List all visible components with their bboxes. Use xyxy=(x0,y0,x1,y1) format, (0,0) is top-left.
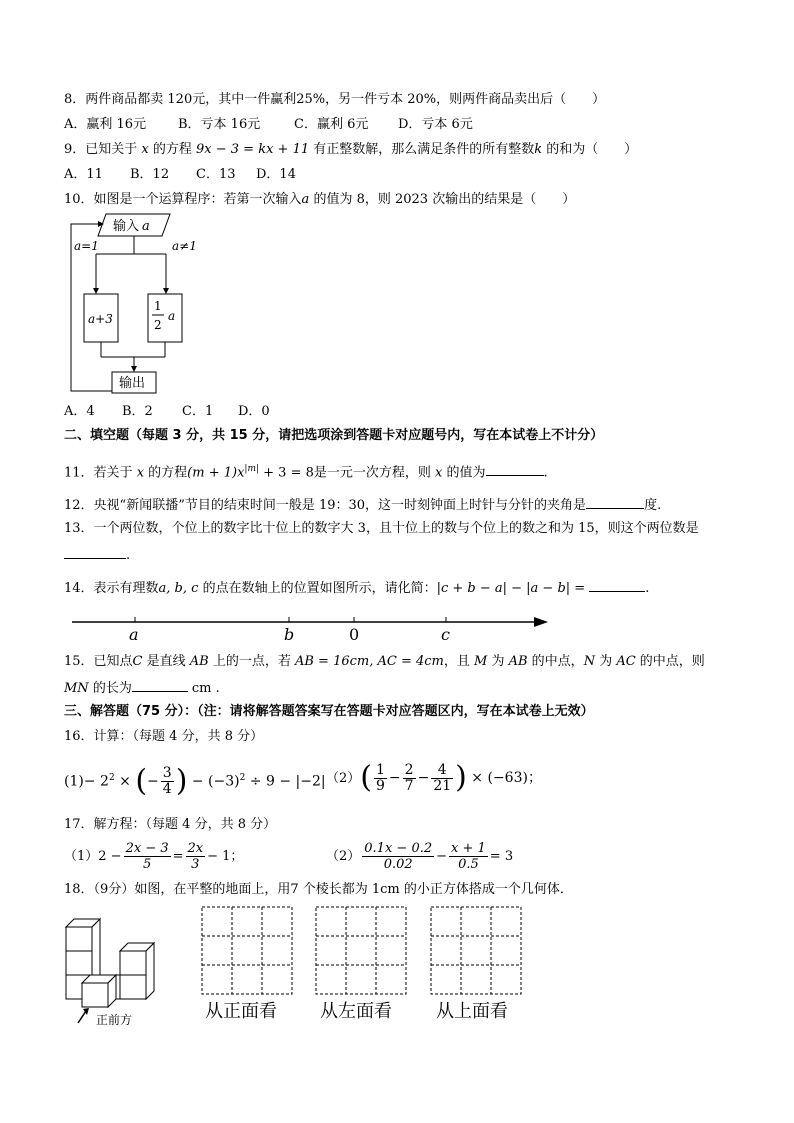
q18-view-grids xyxy=(196,905,536,1000)
q10-option-d: D．0 xyxy=(238,404,270,419)
q12-answer-blank[interactable] xyxy=(586,495,644,509)
fraction-denominator: 0.5 xyxy=(458,857,479,872)
q18-stem: 18．（9分）如图，在平整的地面上，用7 个棱长都为 1cm 的小正方体搭成一个几何体． xyxy=(64,882,573,897)
label-a: a xyxy=(129,625,139,644)
q11-text: . xyxy=(543,465,548,481)
cube-front xyxy=(66,927,92,951)
q8-option-b: B．亏本 16元 xyxy=(178,117,261,132)
q17-p1-tail: − 1； xyxy=(207,849,244,864)
front-direction-arrow xyxy=(78,1011,86,1023)
q9-equation: 9x − 3 = kx + 11 xyxy=(196,142,310,157)
q17-p1-fraction xyxy=(124,841,171,872)
q11-text: 的值为 xyxy=(442,465,486,481)
q15-text: 的长为 xyxy=(88,681,132,696)
q14-text: 14．表示有理数 xyxy=(64,581,159,596)
q16-p2-tail: × (−63)； xyxy=(466,770,542,786)
q16-p1-fraction xyxy=(161,766,174,797)
view-label-left: 从左面看 xyxy=(320,1001,392,1022)
q11-text: 的方程 xyxy=(144,465,188,481)
front-label: 正前方 xyxy=(96,1013,133,1027)
flow-left-expr: a+3 xyxy=(88,312,113,326)
q9-option-a: A．11 xyxy=(64,167,103,182)
q9-text: 的和为（ ） xyxy=(542,142,638,157)
fraction-denominator: 5 xyxy=(142,857,152,872)
q10-option-c: C．1 xyxy=(182,404,214,419)
q16-p2-fraction xyxy=(374,763,387,794)
flow-right-condition: a≠1 xyxy=(172,239,197,253)
fraction-denominator: 3 xyxy=(191,857,200,872)
q11-equation-tail: + 3 = 8 xyxy=(259,465,314,481)
q13-line2 xyxy=(64,545,130,565)
q17-p2-fraction xyxy=(449,841,488,872)
flow-right-num: 1 xyxy=(154,299,162,313)
left-paren-icon: ( xyxy=(360,760,372,795)
q15-text: 是直线 xyxy=(142,654,190,669)
q16-title: 16．计算：（每题 4 分，共 8 分） xyxy=(64,729,264,744)
flow-arrow xyxy=(163,288,169,294)
label-b: b xyxy=(284,625,295,644)
right-paren-icon: ) xyxy=(455,760,467,795)
flow-arrow xyxy=(131,366,137,372)
fraction-denominator: 7 xyxy=(404,777,414,794)
q16-p1-expr: ÷ 9 − |−2| xyxy=(245,773,326,790)
cube-front xyxy=(120,951,146,975)
q15-point-c: C xyxy=(132,654,143,669)
fraction-numerator: 1 xyxy=(376,761,385,778)
cube-front xyxy=(66,951,92,975)
cube-front xyxy=(82,983,108,1007)
label-zero: 0 xyxy=(349,625,360,644)
q15-text: ，且 xyxy=(443,654,475,669)
q9-options xyxy=(64,166,296,184)
q11-answer-blank[interactable] xyxy=(486,462,544,476)
q16-p2-fraction xyxy=(403,763,416,794)
q15-text: 的中点，则 xyxy=(635,654,705,669)
q17-part2 xyxy=(326,838,513,876)
q15-segment-ac: AC xyxy=(616,654,636,669)
q17-p1-fraction xyxy=(186,841,206,872)
q16-p1-exp: 2 xyxy=(239,773,246,783)
cube-front xyxy=(120,975,146,999)
q17-p2-label: （2） xyxy=(326,849,361,864)
fraction-denominator: 0.02 xyxy=(383,857,413,872)
q10-option-a: A．4 xyxy=(64,404,95,419)
q15-point-n: N xyxy=(583,654,596,669)
q8-stem: 8．两件商品都卖 120元，其中一件赢利25%，另一件亏本 20%，则两件商品卖出后（ ） xyxy=(64,92,606,107)
q16-p2-label: （2） xyxy=(326,771,361,786)
flow-arrow xyxy=(93,288,99,294)
q8-option-d: D．亏本 6元 xyxy=(398,117,473,132)
q17-p1-expr: = xyxy=(172,849,184,864)
q16-part2: （2）( $\frac{1}{9}$ − $\frac{2}{7}$ − $\frac{4}{21}$ ) × (−63)； xyxy=(326,760,542,795)
q13-text: . xyxy=(126,548,131,563)
fraction-denominator: 9 xyxy=(376,777,385,794)
q18-cube-solid xyxy=(62,905,174,1027)
q15-text: 15．已知点 xyxy=(64,654,133,669)
q17-p1-label: （1） xyxy=(64,849,99,864)
q15-answer-blank[interactable] xyxy=(132,678,188,692)
flow-right-var: a xyxy=(168,309,176,323)
grid-front-view xyxy=(202,907,292,994)
q14-vars: a, b, c xyxy=(158,581,199,596)
flow-left-condition: a=1 xyxy=(74,239,99,253)
label-c: c xyxy=(441,625,450,644)
right-paren-icon: ) xyxy=(175,763,188,799)
q14 xyxy=(64,578,649,598)
q16-p1-expr: − 2 xyxy=(83,773,109,790)
q8-option-a: A．赢利 16元 xyxy=(64,117,147,132)
q15-condition: AB = 16cm, AC = 4cm xyxy=(294,654,444,669)
q14-answer-blank[interactable] xyxy=(589,578,645,592)
q8-options xyxy=(64,116,473,134)
fraction-denominator: 21 xyxy=(433,777,452,794)
q14-number-line xyxy=(66,612,556,646)
q14-text: . xyxy=(645,581,650,596)
q9-var-k: k xyxy=(534,142,543,157)
q9-option-c: C．13 xyxy=(196,167,236,182)
q11-exponent: |m| xyxy=(244,464,260,474)
q17-title: 17．解方程：（每题 4 分，共 8 分） xyxy=(64,817,277,832)
grid-top-view xyxy=(431,907,521,994)
q10-option-b: B．2 xyxy=(122,404,153,419)
q11-var-x: x xyxy=(136,465,145,481)
q9-text: 的方程 xyxy=(148,142,197,157)
q17-part1 xyxy=(64,838,243,876)
q15-text: 为 xyxy=(595,654,617,669)
q12-text: 度. xyxy=(644,498,662,513)
q16-p1-label: (1) xyxy=(64,773,84,790)
q17-p2-fraction xyxy=(362,841,434,872)
q9-text: 有正整数解，那么满足条件的所有整数 xyxy=(309,142,535,157)
q15-text: 的中点， xyxy=(527,654,584,669)
q15-line1 xyxy=(64,653,705,671)
cube-side xyxy=(146,943,154,999)
q10-stem xyxy=(64,191,575,209)
q17-p2-tail: = 3 xyxy=(489,849,514,864)
q16-p2-fraction xyxy=(431,763,453,794)
number-line-arrow xyxy=(534,617,548,627)
flow-output-label: 输出 xyxy=(119,376,146,391)
q15-segment-ab: AB xyxy=(508,654,528,669)
q13-line1: 13．一个两位数，个位上的数字比十位上的数字大 3，且十位上的数与个位上的数之和为 15，则这个两位数是 xyxy=(64,521,699,536)
fraction-numerator: 2 xyxy=(404,761,414,778)
q14-text: 的点在数轴上的位置如图所示，请化简： xyxy=(198,581,437,596)
fraction-numerator: 2x xyxy=(187,841,204,856)
q10-text: 10．如图是一个运算程序：若第一次输入 xyxy=(64,192,302,207)
q15-unit: cm . xyxy=(191,681,220,696)
q9-stem xyxy=(64,141,637,159)
q15-segment-mn: MN xyxy=(64,681,89,696)
q16-part1: $(1)- 2^2$ × (− $\frac{3}{4}$ ) − $(-3)^2 \div 9 - |-2|$ xyxy=(64,763,326,799)
q8-option-c: C．赢利 6元 xyxy=(294,117,369,132)
fraction-numerator: 3 xyxy=(162,765,172,782)
q9-option-b: B．12 xyxy=(130,167,170,182)
q11-text: 11．若关于 xyxy=(64,465,137,481)
q15-text: 为 xyxy=(487,654,509,669)
q12 xyxy=(64,495,661,515)
fraction-numerator: x + 1 xyxy=(451,841,486,856)
fraction-numerator: 0.1x − 0.2 xyxy=(364,841,433,856)
q10-options xyxy=(64,403,270,421)
q9-text: 9．已知关于 xyxy=(64,142,142,157)
view-label-top: 从上面看 xyxy=(436,1001,508,1022)
flow-input-var: a xyxy=(142,219,150,234)
q16-p1-exp: 2 xyxy=(108,773,115,783)
q16-p1-expr: × xyxy=(114,773,136,790)
q13-answer-blank[interactable] xyxy=(64,545,126,559)
q9-var-x: x xyxy=(141,142,149,157)
grid-left-view xyxy=(316,907,406,994)
q9-option-d: D．14 xyxy=(256,167,296,182)
q11-text: 是一元一次方程，则 xyxy=(313,465,436,481)
q10-var-a: a xyxy=(301,192,310,207)
q16-p1-expr: − (−3) xyxy=(187,773,240,790)
fraction-numerator: 2x − 3 xyxy=(125,841,169,856)
q10-flowchart xyxy=(60,212,200,397)
left-paren-icon: ( xyxy=(135,763,148,799)
q15-segment-ab: AB xyxy=(189,654,209,669)
q15-point-m: M xyxy=(474,654,488,669)
section3-heading: 三、解答题（75 分）：（注：请将解答题答案写在答题卡对应答题区内，写在本试卷上无效） xyxy=(64,704,594,719)
q17-p1-expr: 2 − xyxy=(98,849,122,864)
fraction-denominator: 4 xyxy=(162,781,172,798)
view-label-front: 从正面看 xyxy=(205,1001,277,1022)
q15-line2 xyxy=(64,678,220,698)
q11-equation: (m + 1)x xyxy=(187,465,245,481)
flow-right-den: 2 xyxy=(154,318,162,332)
q17-p2-expr: − xyxy=(436,849,448,864)
q12-text: 12．央视“新闻联播”节目的结束时间一般是 19：30，这一时刻钟面上时针与分针的夹角是 xyxy=(64,498,587,513)
section2-heading: 二、填空题（每题 3 分，共 15 分，请把选项涂到答题卡对应题号内，写在本试卷上不计分） xyxy=(64,428,604,443)
flow-input-label: 输入 xyxy=(113,219,140,234)
fraction-numerator: 4 xyxy=(431,763,453,779)
cube-stack xyxy=(66,919,154,1007)
q11 xyxy=(64,460,548,482)
q11-var-x: x xyxy=(435,465,443,481)
q15-text: 上的一点，若 xyxy=(208,654,295,669)
q14-expression: |c + b − a| − |a − b| = xyxy=(436,581,586,596)
q10-text: 的值为 8，则 2023 次输出的结果是（ ） xyxy=(309,192,576,207)
